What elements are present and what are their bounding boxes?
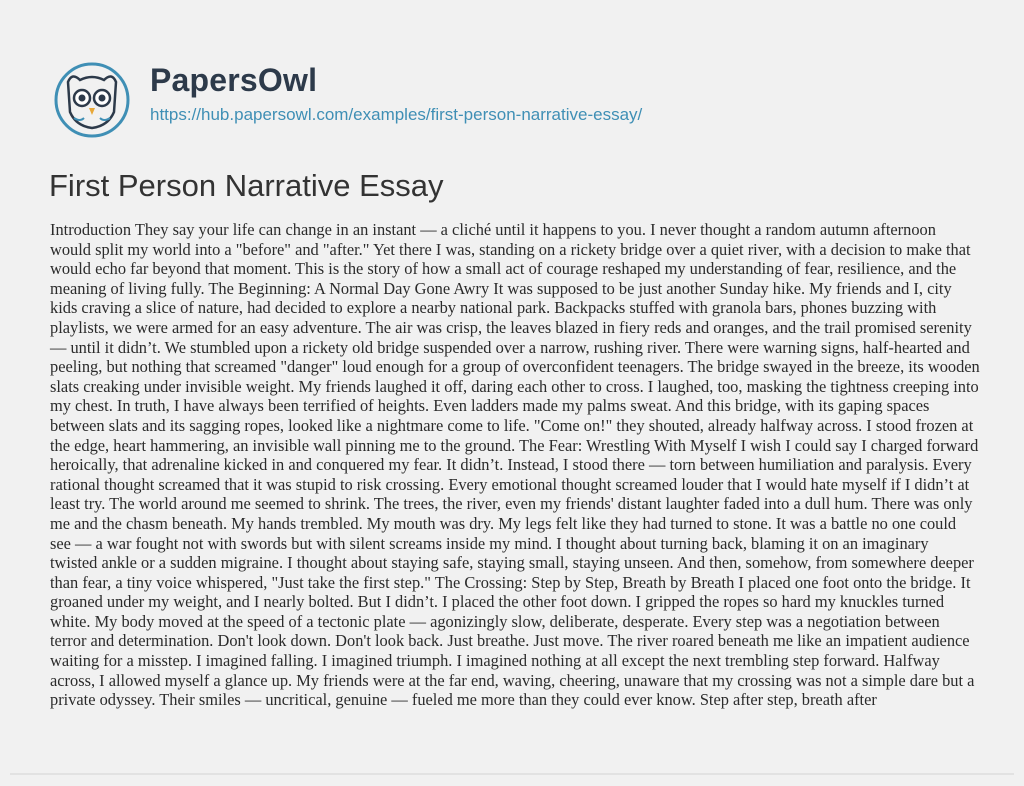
bottom-divider (10, 773, 1014, 775)
site-header (50, 60, 990, 140)
page-title: First Person Narrative Essay (49, 168, 444, 203)
essay-body: Introduction They say your life can change in an instant — a cliché until it happens to you. I never thought a random autumn afternoon would split my world into a "before" and "after." Yet there I was, standing on a rickety bridge over a quiet river, with a decision to make that would echo far beyond that moment. This is the story of how a small act of courage reshaped my understanding of fear, resilience, and the meaning of living fully. The Beginning: A Normal Day Gone Awry It was supposed to be just another Sunday hike. My friends and I, city kids craving a slice of nature, had decided to explore a nearby national park. Backpacks stuffed with granola bars, phones buzzing with playlists, we were armed for an easy adventure. The air was crisp, the leaves blazed in fiery reds and oranges, and the trail promised serenity — until it didn’t. We stumbled upon a rickety old bridge suspended over a narrow, rushing river. There were warning signs, half-hearted and peeling, but nothing that screamed "danger" loud enough for a group of overconfident teenagers. The bridge swayed in the breeze, its wooden slats creaking under invisible weight. My friends laughed it off, daring each other to cross. I laughed, too, masking the tightness creeping into my chest. In truth, I have always been terrified of heights. Even ladders made my palms sweat. And this bridge, with its gaping spaces between slats and its sagging ropes, looked like a nightmare come to life. "Come on!" they shouted, already halfway across. I stood frozen at the edge, heart hammering, an invisible wall pinning me to the ground. The Fear: Wrestling With Myself I wish I could say I charged forward heroically, that adrenaline kicked in and conquered my fear. It didn’t. Instead, I stood there — torn between humiliation and paralysis. Every rational thought screamed that it was stupid to risk crossing. Every emotional thought screamed louder that I would hate myself if I didn’t at least try. The world around me seemed to shrink. The trees, the river, even my friends' distant laughter faded into a dull hum. There was only me and the chasm beneath. My hands trembled. My mouth was dry. My legs felt like they had turned to stone. It was a battle no one could see — a war fought not with swords but with silent screams inside my mind. I thought about turning back, blaming it on an imaginary twisted ankle or a sudden migraine. I thought about staying safe, staying small, staying unseen. And then, somehow, from somewhere deeper than fear, a tiny voice whispered, "Just take the first step." The Crossing: Step by Step, Breath by Breath I placed one foot onto the bridge. It groaned under my weight, and I nearly bolted. But I didn’t. I placed the other foot down. I gripped the ropes so hard my knuckles turned white. My body moved at the speed of a tectonic plate — agonizingly slow, deliberate, desperate. Every step was a negotiation between terror and determination. Don't look down. Don't look back. Just breathe. Just move. The river roared beneath me like an impatient audience waiting for a misstep. I imagined falling. I imagined triumph. I imagined nothing at all except the next trembling step forward. Halfway across, I allowed myself a glance up. My friends were at the far end, waving, cheering, unaware that my crossing was not a simple dare but a private odyssey. Their smiles — uncritical, genuine — fueled me more than they could ever know. Step after step, breath after (50, 220, 980, 710)
owl-logo-icon[interactable] (50, 60, 140, 140)
brand-name[interactable]: PapersOwl (150, 62, 318, 98)
source-url-link[interactable]: https://hub.papersowl.com/examples/first-person-narrative-essay/ (150, 105, 643, 124)
